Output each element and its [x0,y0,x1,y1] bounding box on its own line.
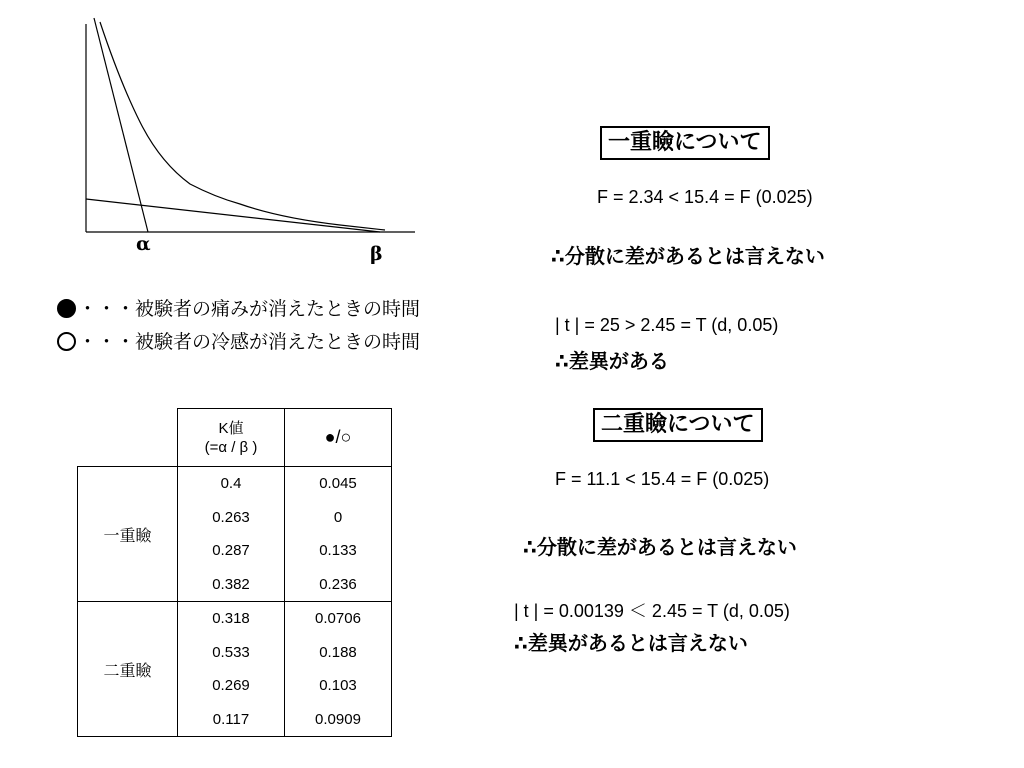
group-label-double: 二重瞼 [78,602,178,737]
filled-circle-icon [57,299,76,318]
shallow-tangent-line [86,199,380,232]
ratio-cell: 0.0706 [285,602,392,636]
ratio-cell: 0.236 [285,568,392,602]
k-value-table [77,408,392,737]
ratio-cell: 0.188 [285,636,392,670]
single-f-conclusion: ∴分散に差があるとは言えない [551,244,825,268]
k-cell: 0.4 [178,467,285,501]
graph-svg [80,12,420,237]
k-cell: 0.263 [178,501,285,535]
ratio-cell: 0.045 [285,467,392,501]
k-cell: 0.382 [178,568,285,602]
header-k-value: K値 (=α / β ) [178,409,285,467]
k-cell: 0.533 [178,636,285,670]
k-cell: 0.318 [178,602,285,636]
single-eyelid-heading: 一重瞼について [600,126,770,160]
double-t-conclusion: ∴差異があるとは言えない [514,631,748,655]
table-corner [78,409,178,467]
decay-curve-graph [80,12,420,237]
alpha-label: α [136,233,151,255]
header-ratio: ●/○ [285,409,392,467]
legend-open-text: ・・・被験者の冷感が消えたときの時間 [78,331,421,353]
single-t-test: | t | = 25 > 2.45 = T (d, 0.05) [555,315,779,335]
group-label-single: 一重瞼 [78,467,178,602]
beta-label: β [370,243,383,265]
decay-curve [100,22,385,230]
ratio-cell: 0.0909 [285,703,392,737]
double-t-test: | t | = 0.00139 ＜ 2.45 = T (d, 0.05) [514,601,790,621]
k-cell: 0.117 [178,703,285,737]
legend-filled-text: ・・・被験者の痛みが消えたときの時間 [78,298,421,320]
open-circle-icon [57,332,76,351]
double-f-test: F = 11.1 < 15.4 = F (0.025) [555,469,770,489]
double-f-conclusion: ∴分散に差があるとは言えない [523,535,797,559]
steep-tangent-line [94,18,148,232]
double-eyelid-heading: 二重瞼について [593,408,763,442]
k-cell: 0.287 [178,534,285,568]
k-cell: 0.269 [178,669,285,703]
ratio-cell: 0 [285,501,392,535]
ratio-cell: 0.133 [285,534,392,568]
legend-filled [57,294,420,321]
single-f-test: F = 2.34 < 15.4 = F (0.025) [597,187,813,207]
ratio-cell: 0.103 [285,669,392,703]
single-t-conclusion: ∴差異がある [555,349,669,373]
legend-open [57,327,420,354]
